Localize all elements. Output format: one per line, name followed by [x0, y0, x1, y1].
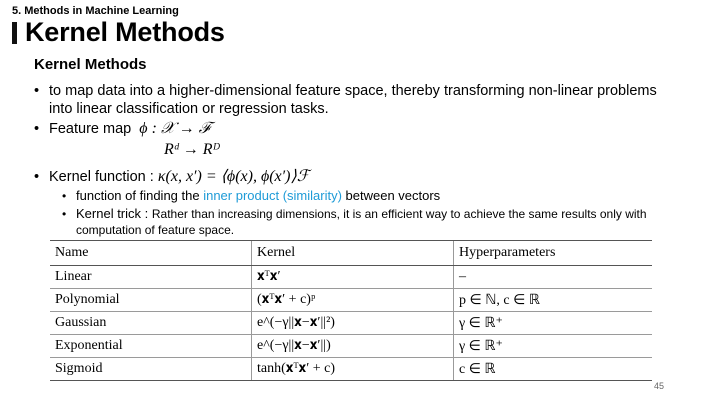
bullet-mapping: [34, 82, 674, 118]
kernel-function-math: κ(x, x′) = ⟨ϕ(x), ϕ(x′)⟩ℱ: [157, 168, 310, 185]
table-header-row: [50, 241, 652, 266]
cell-name: Exponential: [50, 335, 252, 358]
section-label: 5. Methods in Machine Learning: [12, 5, 179, 17]
bullet-mapping-text: to map data into a higher-dimensional feature space, thereby transforming non-linear problems into linear classification or regression tasks.: [49, 83, 657, 117]
table-row: [50, 266, 652, 289]
cell-hyperparameters: γ ∈ ℝ⁺: [454, 312, 653, 335]
feature-map-label: Feature map: [49, 121, 132, 137]
cell-name: Sigmoid: [50, 358, 252, 381]
table-row: [50, 358, 652, 381]
sub1-pre-text: function of finding the: [76, 188, 204, 203]
cell-kernel: 𝐱ᵀ𝐱′: [252, 266, 454, 289]
cell-hyperparameters: p ∈ ℕ, c ∈ ℝ: [454, 289, 653, 312]
sub-bullet-dot-icon: •: [62, 207, 67, 221]
sub-bullet-kernel-trick: [62, 206, 672, 238]
page-title: Kernel Methods: [25, 17, 225, 47]
page-number: 45: [653, 381, 664, 391]
table-row: [50, 289, 652, 312]
header-name: Name: [50, 241, 252, 266]
inner-product-highlight: inner product (similarity): [203, 188, 342, 203]
kernel-function-label: Kernel function :: [49, 169, 154, 185]
sub-bullet-dot-icon: •: [62, 189, 67, 203]
feature-map-math: ϕ : 𝒳 → ℱ: [139, 120, 211, 137]
title-row: [12, 17, 225, 48]
bullet-kernel-function: [34, 168, 309, 186]
bullet-feature-map: [34, 120, 210, 138]
cell-kernel: tanh(𝐱ᵀ𝐱′ + c): [252, 358, 454, 381]
subheading: Kernel Methods: [34, 56, 147, 73]
title-bar: [12, 22, 17, 44]
bullet-dot-icon: •: [34, 121, 40, 137]
feature-map-dims: Rᵈ → Rᴰ: [164, 141, 221, 158]
table-row: [50, 312, 652, 335]
cell-kernel: (𝐱ᵀ𝐱′ + c)ᵖ: [252, 289, 454, 312]
cell-hyperparameters: γ ∈ ℝ⁺: [454, 335, 653, 358]
cell-kernel: e^(−γ||𝐱−𝐱′||): [252, 335, 454, 358]
table-row: [50, 335, 652, 358]
cell-hyperparameters: c ∈ ℝ: [454, 358, 653, 381]
bullet-dot-icon: •: [34, 169, 40, 185]
kernel-trick-text: Rather than increasing dimensions, it is an efficient way to achieve the same results only with computation of feature space.: [76, 207, 647, 237]
cell-name: Gaussian: [50, 312, 252, 335]
sub-bullet-inner-product: [62, 188, 440, 204]
kernel-table: [50, 240, 652, 381]
header-kernel: Kernel: [252, 241, 454, 266]
cell-name: Polynomial: [50, 289, 252, 312]
bullet-dot-icon: •: [34, 83, 40, 99]
header-hyperparameters: Hyperparameters: [454, 241, 653, 266]
sub1-post-text: between vectors: [341, 188, 441, 203]
cell-hyperparameters: –: [454, 266, 653, 289]
cell-kernel: e^(−γ||𝐱−𝐱′||²): [252, 312, 454, 335]
kernel-trick-label: Kernel trick :: [76, 206, 152, 221]
cell-name: Linear: [50, 266, 252, 289]
